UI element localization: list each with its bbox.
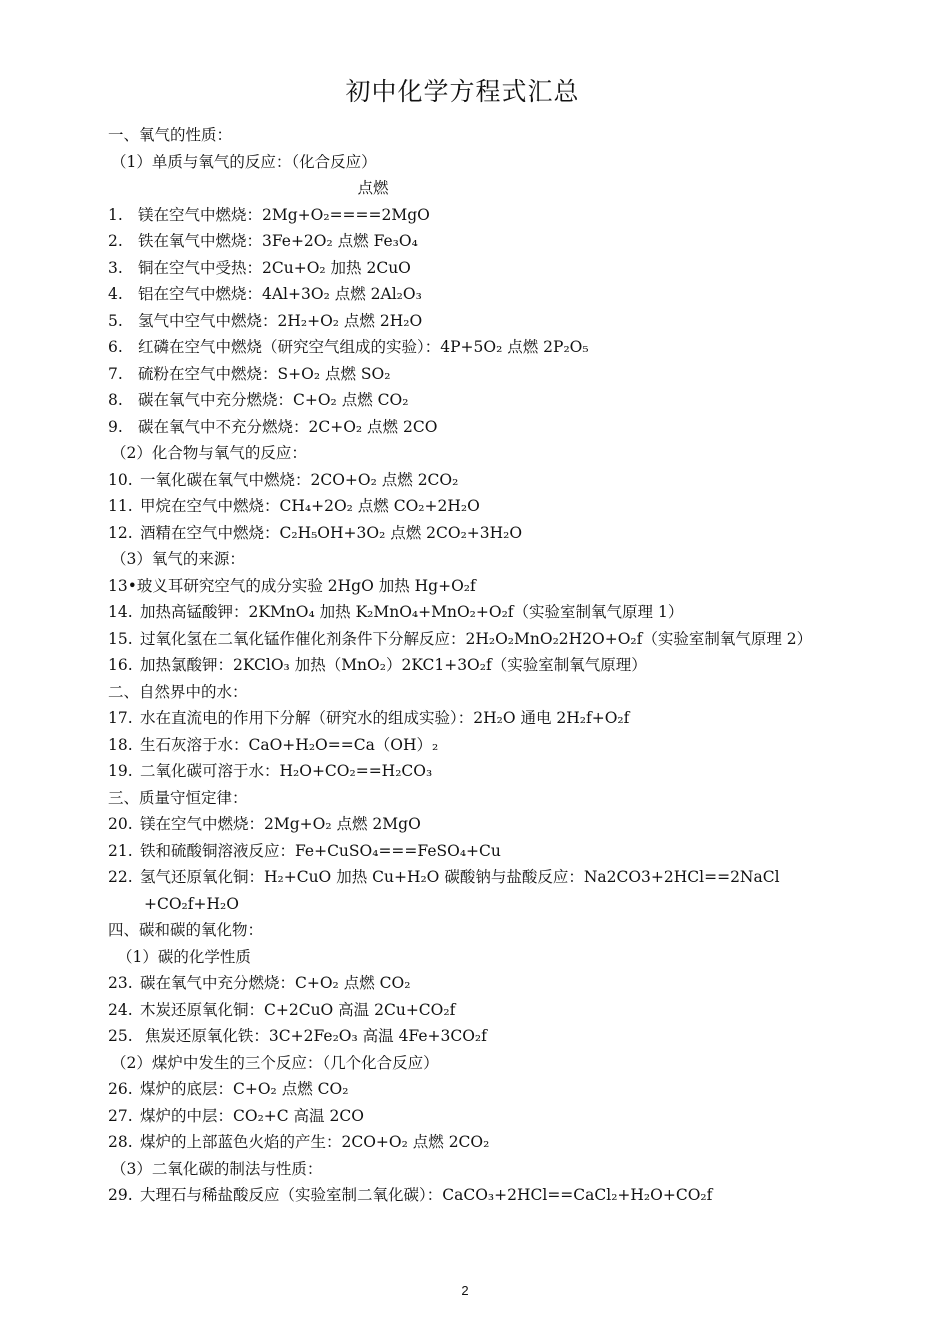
equation-item	[108, 361, 828, 388]
equation-text: 铁在氧气中燃烧：3Fe+2O₂ 点燃 Fe₃O₄	[138, 232, 418, 250]
item-number: 28.	[108, 1133, 133, 1151]
item-number: 27.	[108, 1106, 133, 1125]
equation-item	[108, 997, 828, 1024]
item-number: 5.	[108, 311, 123, 330]
item-number: 25.	[108, 1027, 133, 1045]
equation-item	[108, 414, 828, 441]
equation-item	[108, 1076, 828, 1103]
equation-text: 加热氯酸钾：2KClO₃ 加热（MnO₂）2KC1+3O₂f（实验室制氧气原理）	[140, 656, 647, 674]
equation-item	[108, 255, 828, 282]
item-number: 19.	[108, 762, 133, 780]
item-number: 22.	[108, 868, 133, 886]
equation-text: 红磷在空气中燃烧（研究空气组成的实验）：4P+5O₂ 点燃 2P₂O₅	[138, 338, 589, 356]
subsection-heading: （1）碳的化学性质	[117, 947, 251, 966]
equation-text: 过氧化氢在二氧化锰作催化剂条件下分解反应：2H₂O₂MnO₂2H2O+O₂f（实验室制氧气原理 2）	[140, 629, 813, 648]
equation-text: 生石灰溶于水：CaO+H₂O==Ca（OH）₂	[140, 735, 439, 754]
equation-text: 铝在空气中燃烧：4Al+3O₂ 点燃 2Al₂O₃	[138, 285, 422, 303]
equation-item	[108, 1182, 828, 1209]
item-number: 21.	[108, 841, 133, 860]
page-number: 2	[461, 1283, 469, 1298]
item-number: 15.	[108, 629, 133, 648]
equation-item	[108, 758, 828, 785]
equation-item	[108, 334, 828, 361]
equation-text: 加热高锰酸钾：2KMnO₄ 加热 K₂MnO₄+MnO₂+O₂f（实验室制氧气原理 1）	[140, 603, 684, 621]
subsection-heading: （1）单质与氧气的反应：（化合反应）	[111, 152, 377, 171]
item-number: 8.	[108, 391, 123, 409]
equation-text: 大理石与稀盐酸反应（实验室制二氧化碳）：CaCO₃+2HCl==CaCl₂+H₂O+CO₂f	[140, 1186, 713, 1204]
equation-text: 碳在氧气中充分燃烧：C+O₂ 点燃 CO₂	[138, 391, 409, 409]
equation-item	[108, 520, 828, 547]
equation-text: 煤炉的底层：C+O₂ 点燃 CO₂	[140, 1080, 349, 1098]
item-number: 10.	[108, 470, 133, 489]
equation-text: 二氧化碳可溶于水：H₂O+CO₂==H₂CO₃	[140, 762, 433, 780]
item-number: 3.	[108, 258, 123, 277]
equation-item	[108, 838, 828, 865]
equation-text: 铁和硫酸铜溶液反应：Fe+CuSO₄===FeSO₄+Cu	[140, 841, 501, 860]
document-title: 初中化学方程式汇总	[345, 77, 580, 106]
equation-text: 水在直流电的作用下分解（研究水的组成实验）：2H₂O 通电 2H₂f+O₂f	[140, 709, 630, 727]
equation-item	[108, 387, 828, 414]
equation-item	[108, 1129, 828, 1156]
section-heading: 三、质量守恒定律：	[108, 788, 248, 807]
equation-text: 镁在空气中燃烧：2Mg+O₂====2MgO	[138, 205, 430, 224]
item-number: 29.	[108, 1186, 133, 1204]
equation-item	[108, 732, 828, 759]
equation-item	[108, 467, 828, 494]
equation-text: 煤炉的中层：CO₂+C 高温 2CO	[140, 1106, 364, 1125]
equation-text: 酒精在空气中燃烧：C₂H₅OH+3O₂ 点燃 2CO₂+3H₂O	[140, 523, 523, 542]
subsection-heading: （2）化合物与氧气的反应：	[111, 444, 307, 462]
equation-item	[108, 811, 828, 838]
equation-item: 13•玻义耳研究空气的成分实验 2HgO 加热 Hg+O₂f	[108, 576, 476, 595]
equation-item	[108, 308, 828, 335]
section-heading: 二、自然界中的水：	[108, 682, 248, 701]
equation-item	[108, 864, 828, 891]
item-number: 12.	[108, 523, 133, 542]
subsection-heading: （2）煤炉中发生的三个反应：（几个化合反应）	[111, 1053, 439, 1072]
equation-text: 碳在氧气中充分燃烧：C+O₂ 点燃 CO₂	[140, 974, 411, 992]
equation-item	[108, 202, 828, 229]
item-number: 11.	[108, 497, 133, 515]
equation-item	[108, 281, 828, 308]
equation-text: 木炭还原氧化铜：C+2CuO 高温 2Cu+CO₂f	[140, 1000, 456, 1019]
item-number: 17.	[108, 709, 133, 727]
equation-item	[108, 705, 828, 732]
equation-text: 硫粉在空气中燃烧：S+O₂ 点燃 SO₂	[138, 364, 391, 383]
item-number: 24.	[108, 1000, 133, 1019]
equation-item	[108, 652, 828, 679]
item-number: 16.	[108, 656, 133, 674]
equation-item	[108, 599, 828, 626]
item-number: 20.	[108, 815, 133, 833]
subsection-heading: （3）二氧化碳的制法与性质：	[111, 1159, 323, 1178]
equation-text: 碳在氧气中不充分燃烧：2C+O₂ 点燃 2CO	[138, 417, 438, 436]
equation-text: 镁在空气中燃烧：2Mg+O₂ 点燃 2MgO	[140, 815, 421, 833]
item-number: 1.	[108, 205, 123, 224]
section-heading: 一、氧气的性质：	[108, 126, 233, 144]
equation-item	[108, 1103, 828, 1130]
equation-item	[108, 493, 828, 520]
equation-item	[108, 1023, 828, 1050]
item-number: 14.	[108, 603, 133, 621]
equation-text: 甲烷在空气中燃烧：CH₄+2O₂ 点燃 CO₂+2H₂O	[140, 497, 480, 515]
item-number: 2.	[108, 232, 123, 250]
equation-text: 氢气中空气中燃烧：2H₂+O₂ 点燃 2H₂O	[138, 311, 423, 330]
document-body	[108, 122, 828, 1209]
item-number: 6.	[108, 338, 123, 356]
equation-text: 氢气还原氧化铜：H₂+CuO 加热 Cu+H₂O 碳酸钠与盐酸反应：Na2CO3+2HCl==2NaCl	[140, 868, 780, 886]
equation-text: 铜在空气中受热：2Cu+O₂ 加热 2CuO	[138, 258, 411, 277]
equation-text: 一氧化碳在氧气中燃烧：2CO+O₂ 点燃 2CO₂	[140, 470, 459, 489]
item-number: 9.	[108, 417, 123, 436]
equation-item	[108, 970, 828, 997]
equation-text: 煤炉的上部蓝色火焰的产生：2CO+O₂ 点燃 2CO₂	[140, 1133, 490, 1151]
subsection-heading: （3）氧气的来源：	[111, 550, 245, 568]
equation-item	[108, 228, 828, 255]
item-number: 7.	[108, 364, 123, 383]
item-number: 23.	[108, 974, 133, 992]
item-number: 18.	[108, 735, 133, 754]
condition-note: 点燃	[357, 179, 389, 197]
section-heading: 四、碳和碳的氧化物：	[108, 921, 264, 939]
equation-item	[108, 626, 828, 653]
item-number: 26.	[108, 1080, 133, 1098]
item-number: 4.	[108, 285, 123, 303]
equation-text: 焦炭还原氧化铁：3C+2Fe₂O₃ 高温 4Fe+3CO₂f	[140, 1027, 487, 1045]
equation-continuation: +CO₂f+H₂O	[144, 894, 239, 913]
